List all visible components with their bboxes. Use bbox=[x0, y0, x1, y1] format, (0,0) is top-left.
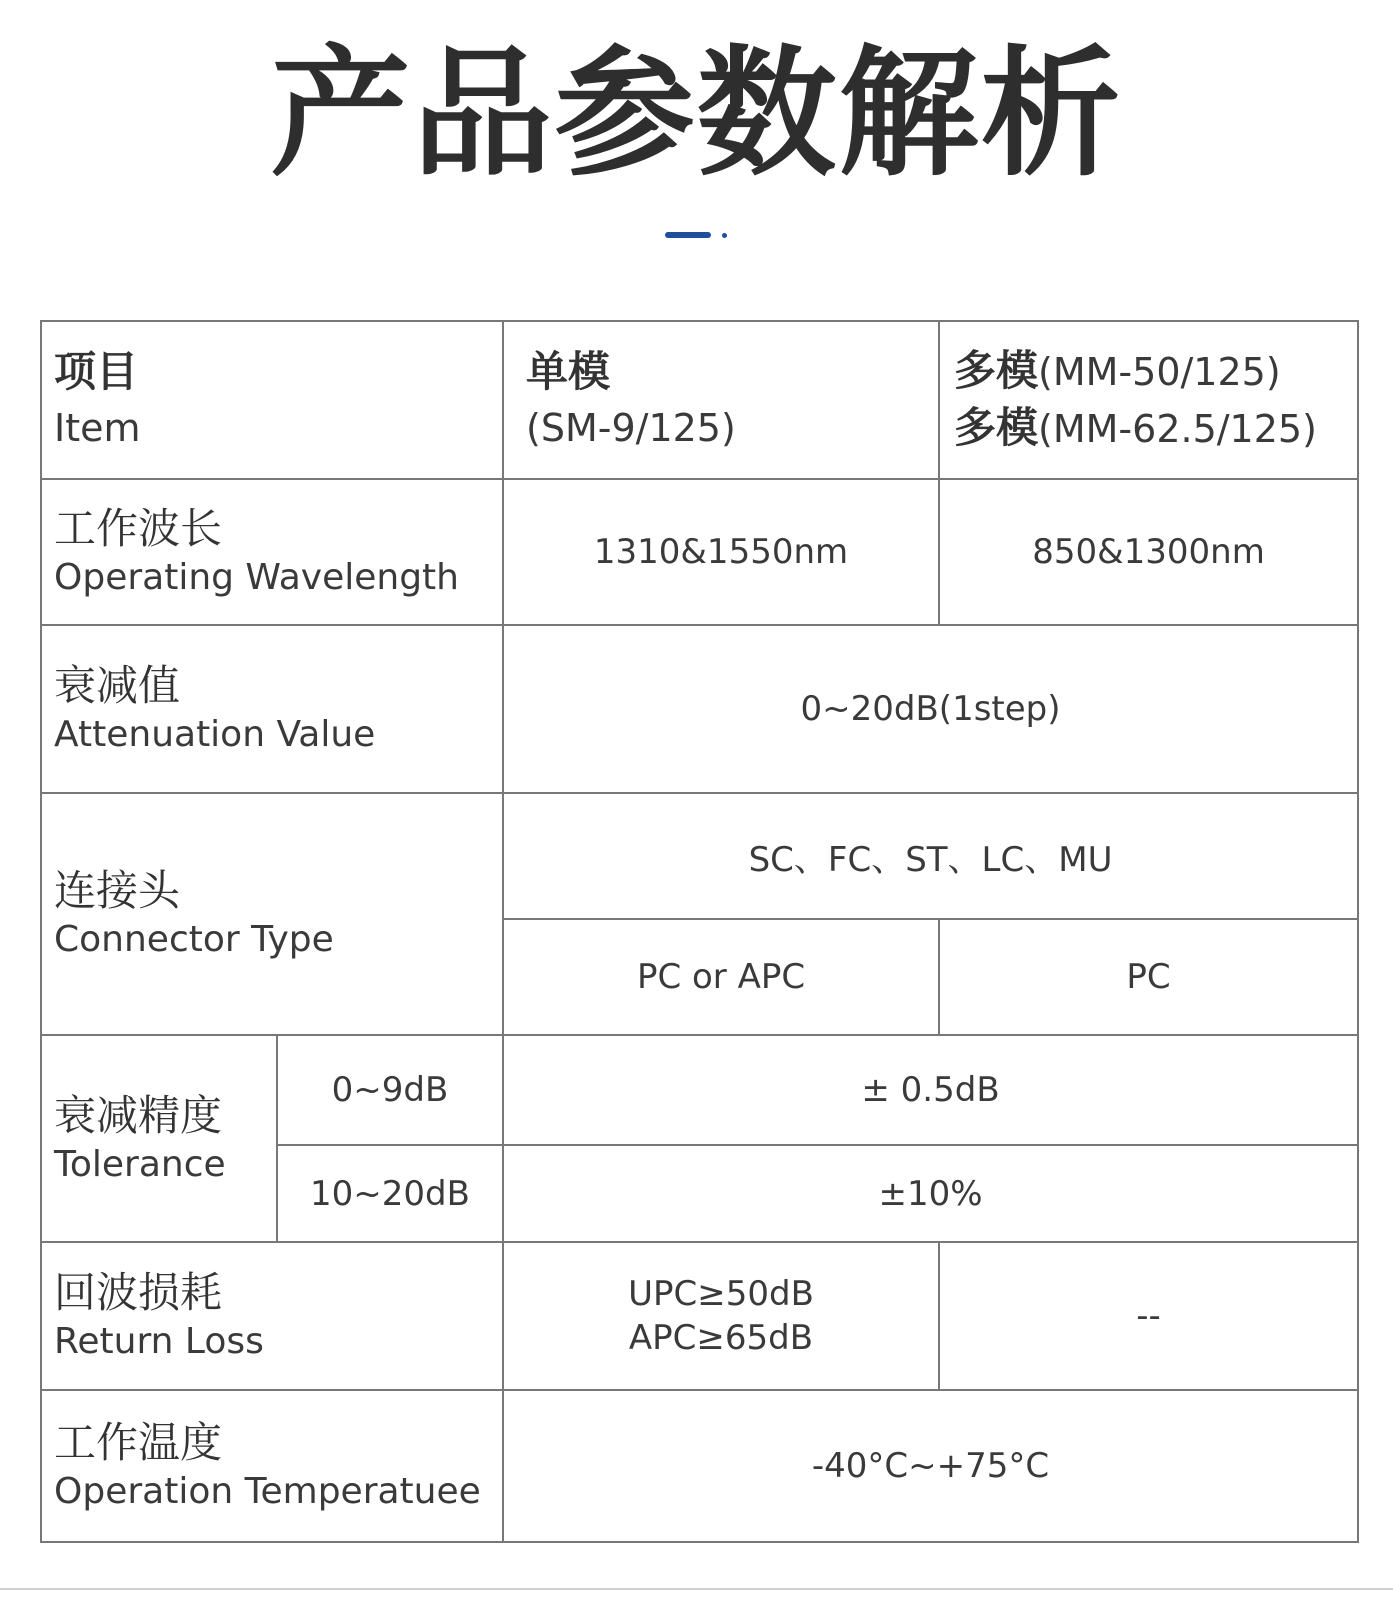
attenuation-label-cell bbox=[41, 625, 503, 793]
header-item-cell bbox=[41, 321, 503, 479]
temperature-label-en: Operation Temperatuee bbox=[54, 1471, 481, 1512]
connector-label-en: Connector Type bbox=[54, 919, 334, 960]
return-loss-label-cell bbox=[41, 1242, 503, 1390]
title-accent-dot bbox=[722, 233, 727, 238]
spec-table bbox=[40, 320, 1359, 1543]
return-loss-label-zh: 回波损耗 bbox=[54, 1268, 223, 1317]
attenuation-label-zh: 衰减值 bbox=[54, 661, 181, 710]
bottom-divider bbox=[0, 1588, 1393, 1590]
table-row-wavelength bbox=[41, 479, 1358, 625]
table-row-return-loss bbox=[41, 1242, 1358, 1390]
header-sm-spec: (SM-9/125) bbox=[526, 406, 736, 450]
attenuation-label-en: Attenuation Value bbox=[54, 714, 376, 755]
tolerance-label-zh: 衰减精度 bbox=[54, 1090, 223, 1140]
header-item-zh: 项目 bbox=[54, 347, 139, 396]
temperature-label-cell bbox=[41, 1390, 503, 1542]
temperature-value: -40°C~+75°C bbox=[503, 1390, 1358, 1542]
wavelength-label-cell bbox=[41, 479, 503, 625]
connector-label-cell bbox=[41, 793, 503, 1035]
return-loss-label-en: Return Loss bbox=[54, 1321, 264, 1362]
header-sm-cell bbox=[503, 321, 939, 479]
tolerance-range-1: 0~9dB bbox=[277, 1035, 503, 1145]
connector-types-value: SC、FC、ST、LC、MU bbox=[503, 793, 1358, 919]
return-loss-sm-upc: UPC≥50dB bbox=[628, 1274, 814, 1314]
return-loss-mm-value: -- bbox=[939, 1242, 1358, 1390]
title-accent-bar bbox=[665, 232, 711, 238]
temperature-label-zh: 工作温度 bbox=[54, 1418, 223, 1467]
header-mm-line1 bbox=[954, 343, 1357, 400]
table-row-connector bbox=[41, 793, 1358, 919]
wavelength-label-zh: 工作波长 bbox=[54, 504, 223, 553]
connector-label-zh: 连接头 bbox=[54, 866, 181, 915]
tolerance-label-cell bbox=[41, 1035, 277, 1242]
table-row-attenuation bbox=[41, 625, 1358, 793]
page-title: 产品参数解析 bbox=[270, 33, 1123, 196]
table-header-row bbox=[41, 321, 1358, 479]
wavelength-mm-value: 850&1300nm bbox=[939, 479, 1358, 625]
return-loss-sm-apc: APC≥65dB bbox=[628, 1318, 814, 1358]
header-mm-line1-spec: (MM-50/125) bbox=[1038, 350, 1281, 394]
header-mm-line2 bbox=[954, 400, 1357, 457]
connector-sm-polish: PC or APC bbox=[503, 919, 939, 1035]
tolerance-value-1: ± 0.5dB bbox=[503, 1035, 1358, 1145]
connector-mm-polish: PC bbox=[939, 919, 1358, 1035]
return-loss-sm-cell bbox=[503, 1242, 939, 1390]
wavelength-sm-value: 1310&1550nm bbox=[503, 479, 939, 625]
header-item-en: Item bbox=[54, 406, 141, 450]
header-mm-line2-zh: 多模 bbox=[954, 403, 1039, 452]
header-mm-cell bbox=[939, 321, 1358, 479]
header-mm-line2-spec: (MM-62.5/125) bbox=[1038, 407, 1317, 451]
tolerance-label-en: Tolerance bbox=[54, 1143, 226, 1185]
table-row-temperature bbox=[41, 1390, 1358, 1542]
table-row-tolerance-1 bbox=[41, 1035, 1358, 1145]
attenuation-value: 0~20dB(1step) bbox=[503, 625, 1358, 793]
header-sm-zh: 单模 bbox=[526, 347, 611, 396]
tolerance-value-2: ±10% bbox=[503, 1145, 1358, 1242]
wavelength-label-en: Operating Wavelength bbox=[54, 557, 459, 598]
tolerance-range-2: 10~20dB bbox=[277, 1145, 503, 1242]
header-mm-line1-zh: 多模 bbox=[954, 346, 1039, 395]
